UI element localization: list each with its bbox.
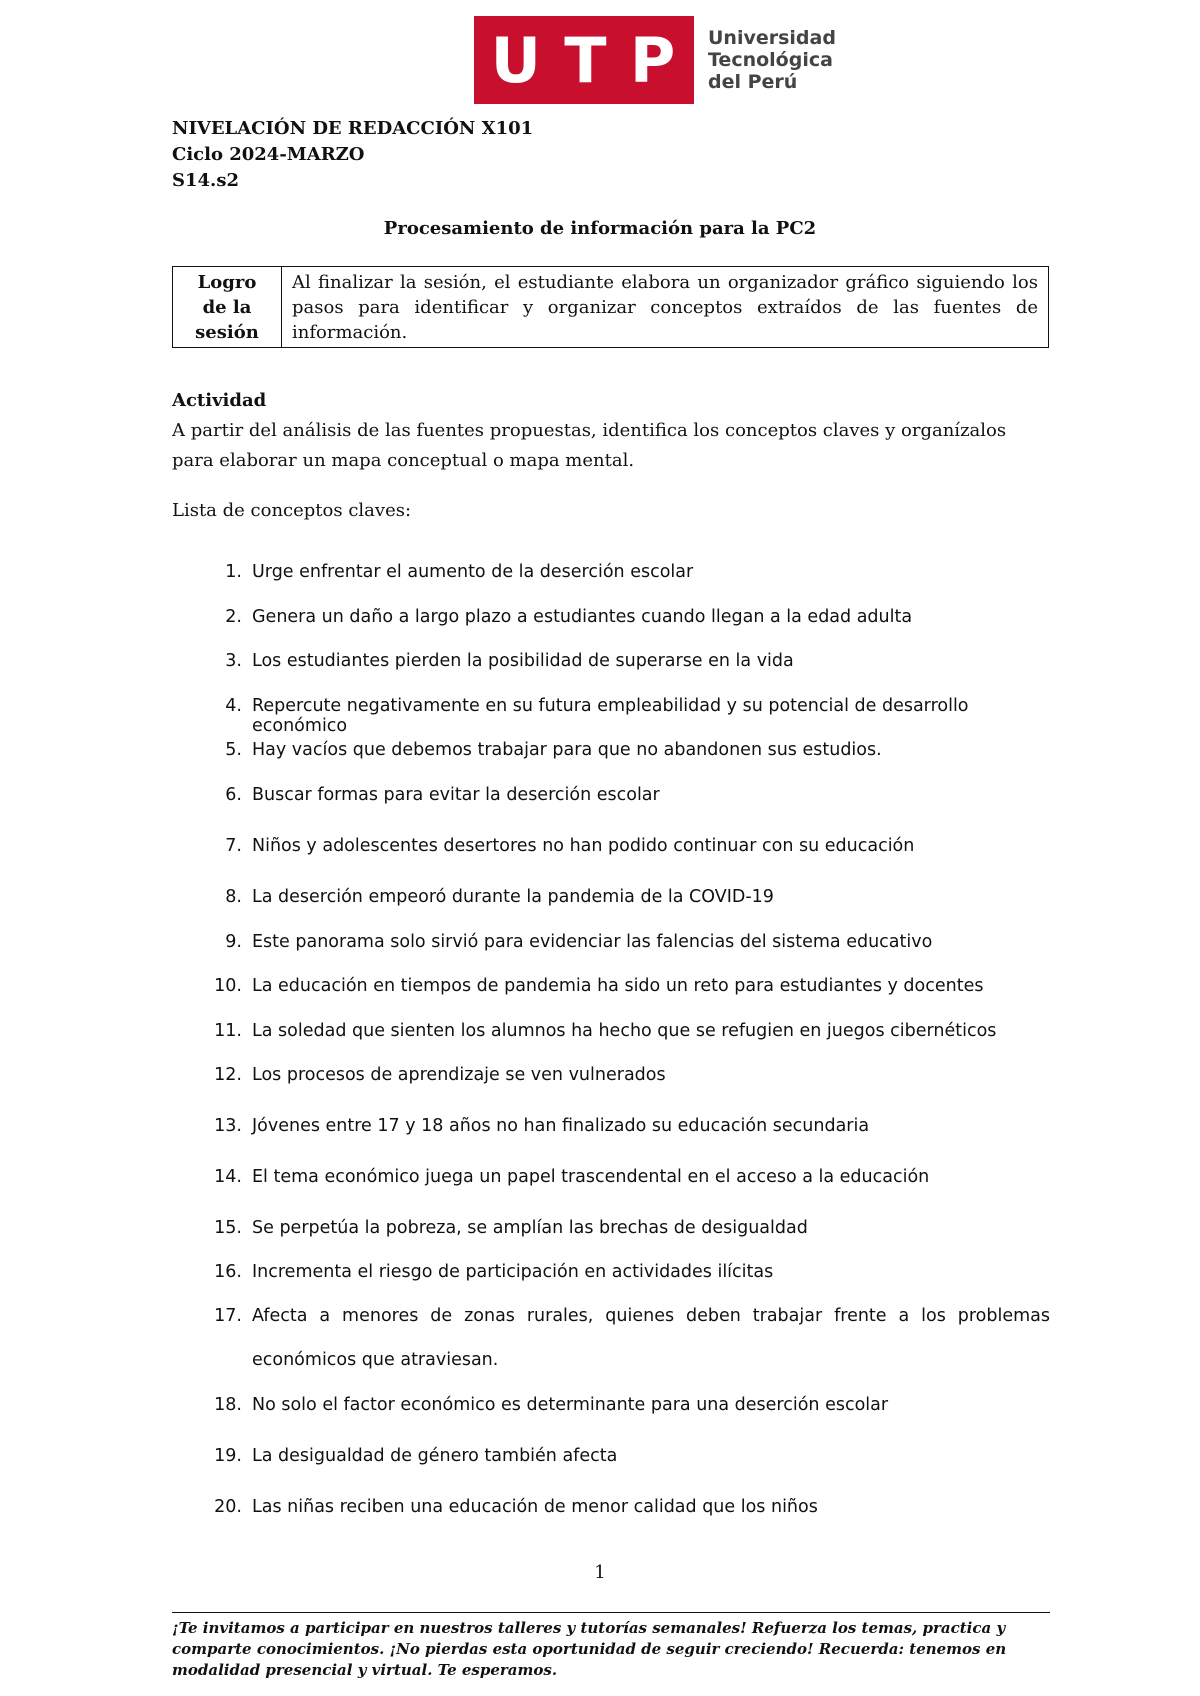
page-number: 1: [594, 1562, 606, 1583]
lista-title: Lista de conceptos claves:: [172, 500, 412, 521]
actividad-text: A partir del análisis de las fuentes propuestas, identifica los conceptos claves y organízalos para elaborar un mapa conceptual o mapa mental.: [172, 420, 1007, 471]
document-header: [172, 116, 533, 194]
list-item: [210, 740, 1050, 760]
list-item-text: La educación en tiempos de pandemia ha sido un reto para estudiantes y docentes: [252, 976, 984, 996]
list-item-number: 1.: [225, 562, 242, 582]
list-item-number: 4.: [225, 696, 242, 716]
utp-logo: [474, 16, 836, 104]
list-item-text: Se perpetúa la pobreza, se amplían las brechas de desigualdad: [252, 1218, 808, 1238]
list-item-text: Las niñas reciben una educación de menor calidad que los niños: [252, 1497, 818, 1517]
list-item: [210, 836, 1050, 856]
page-title: Procesamiento de información para la PC2: [383, 218, 817, 239]
list-item-number: 19.: [214, 1446, 242, 1466]
list-item-number: 6.: [225, 785, 242, 805]
list-item: [210, 1395, 1050, 1415]
list-item-text: Incrementa el riesgo de participación en actividades ilícitas: [252, 1262, 774, 1282]
list-item: [210, 562, 1050, 582]
list-item-number: 12.: [214, 1065, 242, 1085]
list-item-text: Niños y adolescentes desertores no han podido continuar con su educación: [252, 836, 915, 856]
list-item-number: 20.: [214, 1497, 242, 1517]
list-item-number: 13.: [214, 1116, 242, 1136]
footer-divider: [172, 1612, 1050, 1613]
list-item-text: La desigualdad de género también afecta: [252, 1446, 618, 1466]
list-item-number: 7.: [225, 836, 242, 856]
list-item: [210, 1218, 1050, 1238]
list-item-text: Hay vacíos que debemos trabajar para que no abandonen sus estudios.: [252, 740, 882, 760]
list-item-text: La deserción empeoró durante la pandemia de la COVID-19: [252, 887, 774, 907]
list-item-number: 10.: [214, 976, 242, 996]
list-item-text: No solo el factor económico es determinante para una deserción escolar: [252, 1395, 889, 1415]
course-cycle: Ciclo 2024-MARZO: [172, 144, 365, 165]
list-item-number: 15.: [214, 1218, 242, 1238]
list-item-text: Genera un daño a largo plazo a estudiantes cuando llegan a la edad adulta: [252, 607, 913, 627]
logro-label: Logro de la sesión: [173, 267, 282, 348]
list-item-number: 17.: [214, 1306, 242, 1326]
list-item: [210, 1021, 1050, 1041]
list-item: [210, 932, 1050, 952]
list-item: [210, 976, 1050, 996]
logo-name-line: Universidad: [708, 27, 836, 49]
list-item: [210, 1167, 1050, 1187]
list-item-number: 18.: [214, 1395, 242, 1415]
list-item: [210, 1446, 1050, 1466]
list-item-number: 9.: [225, 932, 242, 952]
list-item: [210, 1116, 1050, 1136]
logo-name-line: del Perú: [708, 71, 798, 93]
list-item-text: Este panorama solo sirvió para evidenciar las falencias del sistema educativo: [252, 932, 933, 952]
logo-letter-t: T: [564, 23, 609, 97]
list-item-number: 11.: [214, 1021, 242, 1041]
list-item: [210, 785, 1050, 805]
list-item: [210, 696, 1050, 736]
list-item-text: Buscar formas para evitar la deserción escolar: [252, 785, 660, 805]
list-item-number: 2.: [225, 607, 242, 627]
list-item-text: Los estudiantes pierden la posibilidad de superarse en la vida: [252, 651, 794, 671]
list-item-text: Afecta a menores de zonas rurales, quienes deben trabajar frente a los problemas económicos que atraviesan.: [252, 1306, 1050, 1370]
logo-name-line: Tecnológica: [708, 49, 833, 71]
logro-text: Al finalizar la sesión, el estudiante elabora un organizador gráfico siguiendo los pasos para identificar y organizar conceptos extraídos de las fuentes de información.: [282, 267, 1049, 348]
list-item-text: Repercute negativamente en su futura empleabilidad y su potencial de desarrollo económico: [252, 696, 969, 736]
list-item: [210, 1497, 1050, 1517]
logro-table: [172, 266, 1049, 348]
list-item-number: 3.: [225, 651, 242, 671]
logo-letter-u: U: [490, 23, 543, 97]
list-item-text: La soledad que sienten los alumnos ha hecho que se refugien en juegos cibernéticos: [252, 1021, 997, 1041]
list-item: [210, 651, 1050, 671]
list-item-text: Jóvenes entre 17 y 18 años no han finalizado su educación secundaria: [252, 1116, 870, 1136]
list-item-text: Urge enfrentar el aumento de la deserción escolar: [252, 562, 694, 582]
footer-note: ¡Te invitamos a participar en nuestros talleres y tutorías semanales! Refuerza los temas, practica y comparte conocimientos. ¡No pierdas esta oportunidad de seguir creciendo! Recuerda: tenemos en modalidad presencial y virtual. Te esperamos.: [172, 1619, 1007, 1679]
list-item-text: El tema económico juega un papel trascendental en el acceso a la educación: [252, 1167, 930, 1187]
list-item-number: 5.: [225, 740, 242, 760]
list-item: [210, 1294, 1050, 1382]
logo-mark: [474, 16, 694, 104]
logo-university-name: [708, 27, 836, 93]
list-item-number: 14.: [214, 1167, 242, 1187]
list-item: [210, 607, 1050, 627]
logo-letter-p: P: [629, 23, 678, 97]
list-item: [210, 887, 1050, 907]
actividad-heading: Actividad: [172, 390, 267, 411]
actividad-section: [172, 386, 1050, 476]
list-item: [210, 1065, 1050, 1085]
list-item-text: Los procesos de aprendizaje se ven vulnerados: [252, 1065, 666, 1085]
list-item-number: 8.: [225, 887, 242, 907]
session-code: S14.s2: [172, 170, 239, 191]
course-name: NIVELACIÓN DE REDACCIÓN X101: [172, 118, 534, 139]
list-item: [210, 1262, 1050, 1282]
list-item-number: 16.: [214, 1262, 242, 1282]
